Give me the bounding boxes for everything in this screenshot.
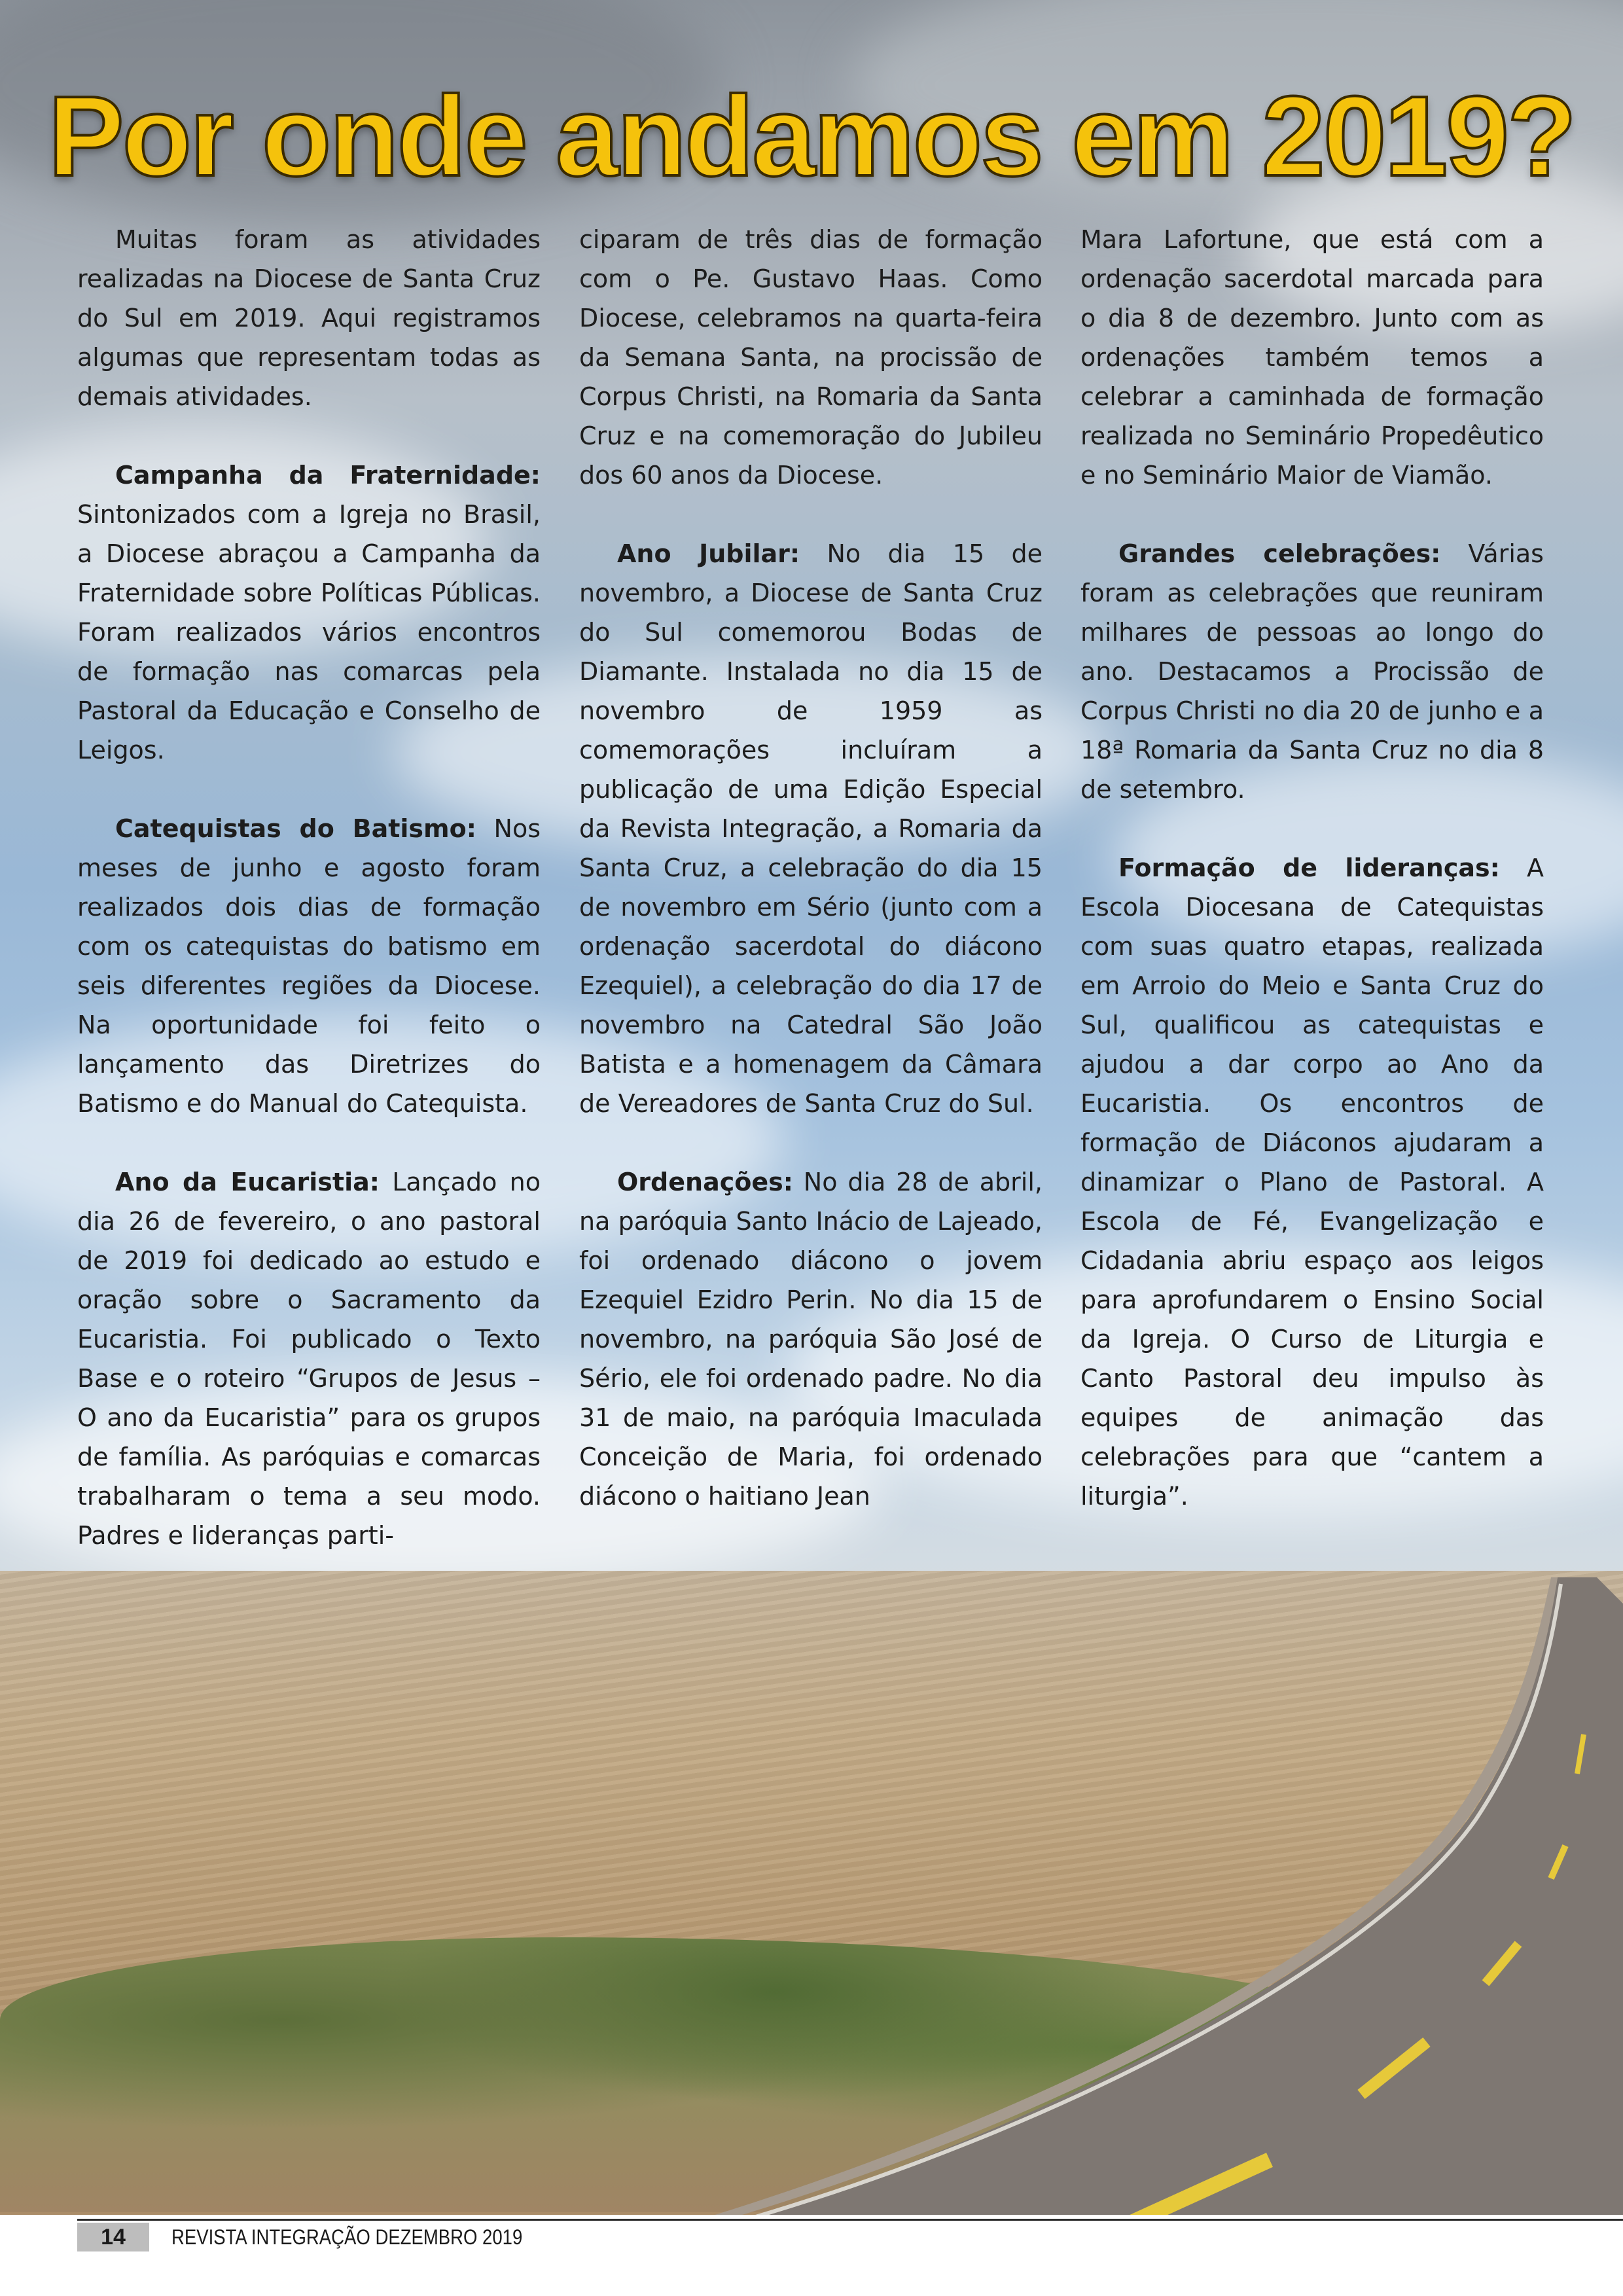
paragraph-heading: Catequistas do Batismo: [115, 814, 476, 843]
article-paragraph [579, 1162, 1043, 1516]
paragraph-text: ciparam de três dias de formação com o Pe. Gustavo Haas. Como Diocese, celebramos na quarta-feira da Semana Santa, na procissão de Corpus Christi, na Romaria da Santa Cruz e na comemoração do Jubileu dos 60 anos da Diocese. [579, 225, 1043, 490]
paragraph-text: Muitas foram as atividades realizadas na Diocese de Santa Cruz do Sul em 2019. Aqui registramos algumas que representam todas as demais atividades. [77, 225, 541, 411]
paragraph-text: Várias foram as celebrações que reuniram milhares de pessoas ao longo do ano. Destacamos a Procissão de Corpus Christi no dia 20 de junho e a 18ª Romaria da Santa Cruz no dia 8 de setembro. [1080, 539, 1544, 804]
article-paragraph [1080, 220, 1544, 495]
page-title: Por onde andamos em 2019? [48, 72, 1575, 200]
article-paragraph [77, 809, 541, 1123]
paragraph-text: No dia 28 de abril, na paróquia Santo Inácio de Lajeado, foi ordenado diácono o jovem Ezequiel Ezidro Perin. No dia 15 de novembro, na paróquia São José de Sério, ele foi ordenado padre. No dia 31 de maio, na paróquia Imaculada Conceição de Maria, foi ordenado diácono o haitiano Jean [579, 1168, 1043, 1511]
paragraph-heading: Ano Jubilar: [617, 539, 800, 568]
paragraph-text: Mara Lafortune, que está com a ordenação sacerdotal marcada para o dia 8 de dezembro. Junto com as ordenações também temos a celebrar a caminhada de formação realizada no Seminário Propedêutico e no Seminário Maior de Viamão. [1080, 225, 1544, 490]
paragraph-heading: Grandes celebrações: [1118, 539, 1441, 568]
paragraph-text: Sintonizados com a Igreja no Brasil, a Diocese abraçou a Campanha da Fraternidade sobre Políticas Públicas. Foram realizados vários encontros de formação nas comarcas pela Pastoral da Educação e Conselho de Leigos. [77, 500, 541, 764]
paragraph-text: No dia 15 de novembro, a Diocese de Santa Cruz do Sul comemorou Bodas de Diamante. Instalada no dia 15 de novembro de 1959 as comemorações incluíram a publicação de uma Edição Especial da Revista Integração, a Romaria da Santa Cruz, a celebração do dia 15 de novembro em Sério (junto com a ordenação sacerdotal do diácono Ezequiel), a celebração do dia 17 de novembro na Catedral São João Batista e a homenagem da Câmara de Vereadores de Santa Cruz do Sul. [579, 539, 1043, 1118]
paragraph-heading: Ano da Eucaristia: [115, 1168, 380, 1196]
road-illustration [0, 1538, 1623, 2225]
paragraph-text: A Escola Diocesana de Catequistas com suas quatro etapas, realizada em Arroio do Meio e Santa Cruz do Sul, qualificou as catequistas e ajudou a dar corpo ao Ano da Eucaristia. Os encontros de formação de Diáconos ajudaram a dinamizar o Plano de Pastoral. A Escola de Fé, Evangelização e Cidadania abriu espaço aos leigos para aprofundarem o Ensino Social da Igreja. O Curso de Liturgia e Canto Pastoral deu impulso às equipes de animação das celebrações para que “cantem a liturgia”. [1080, 853, 1544, 1511]
paragraph-text: Lançado no dia 26 de fevereiro, o ano pastoral de 2019 foi dedicado ao estudo e oração sobre o Sacramento da Eucaristia. Foi publicado o Texto Base e o roteiro “Grupos de Jesus – O ano da Eucaristia” para os grupos de família. As paróquias e comarcas trabalharam o tema a seu modo. Padres e lideranças parti- [77, 1168, 541, 1550]
road-surface [733, 1577, 1623, 2225]
article-paragraph [77, 456, 541, 770]
article-paragraph [1080, 534, 1544, 809]
paragraph-heading: Campanha da Fraternidade: [115, 461, 541, 490]
article-column-2 [579, 220, 1043, 1555]
paragraph-heading: Ordenações: [617, 1168, 793, 1196]
article-paragraph [579, 220, 1043, 495]
page-number: 14 [77, 2223, 149, 2251]
footer-rule [77, 2219, 1623, 2221]
article-paragraph [579, 534, 1043, 1123]
article-column-1 [77, 220, 541, 1594]
article-paragraph [1080, 848, 1544, 1516]
publication-name: REVISTA INTEGRAÇÃO DEZEMBRO 2019 [171, 2225, 523, 2249]
paragraph-heading: Formação de lideranças: [1118, 853, 1500, 882]
article-paragraph [77, 1162, 541, 1555]
paragraph-text: Nos meses de junho e agosto foram realizados dois dias de formação com os catequistas do batismo em seis diferentes regiões da Diocese. Na oportunidade foi feito o lançamento das Diretrizes do Batismo e do Manual do Catequista. [77, 814, 541, 1118]
article-column-3 [1080, 220, 1544, 1555]
article-paragraph [77, 220, 541, 416]
